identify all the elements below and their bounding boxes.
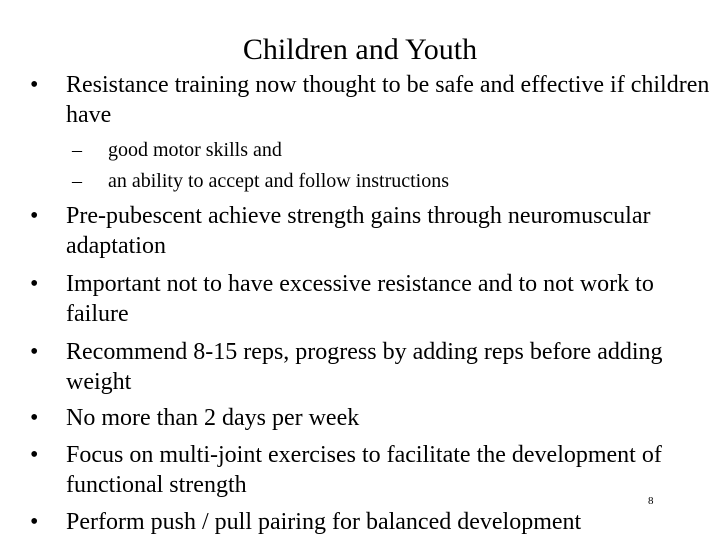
slide-number: 8 [648,495,654,507]
sub-bullet-text: good motor skills and [108,139,282,161]
bullet-marker: • [30,339,39,365]
bullet-text: Focus on multi-joint exercises to facilitate the development of functional strength [66,442,662,498]
bullet-marker: • [30,405,39,431]
bullet-marker: • [30,509,39,535]
bullet-marker: • [30,442,39,468]
bullet-text: No more than 2 days per week [66,405,360,431]
bullet-marker: • [30,271,39,297]
sub-bullet-marker: – [72,139,82,161]
bullet-text: Perform push / pull pairing for balanced development [66,509,582,535]
sub-bullet-marker: – [72,170,82,192]
slide-title: Children and Youth [242,33,478,66]
sub-bullet-text: an ability to accept and follow instructions [108,170,450,192]
bullet-text: Resistance training now thought to be safe and effective if children have [66,72,710,128]
bullet-marker: • [30,72,39,98]
bullet-text: Pre-pubescent achieve strength gains through neuromuscular adaptation [66,203,651,259]
bullet-marker: • [30,203,39,229]
bullet-text: Important not to have excessive resistance and to not work to failure [66,271,654,327]
bullet-text: Recommend 8-15 reps, progress by adding reps before adding weight [66,339,663,395]
